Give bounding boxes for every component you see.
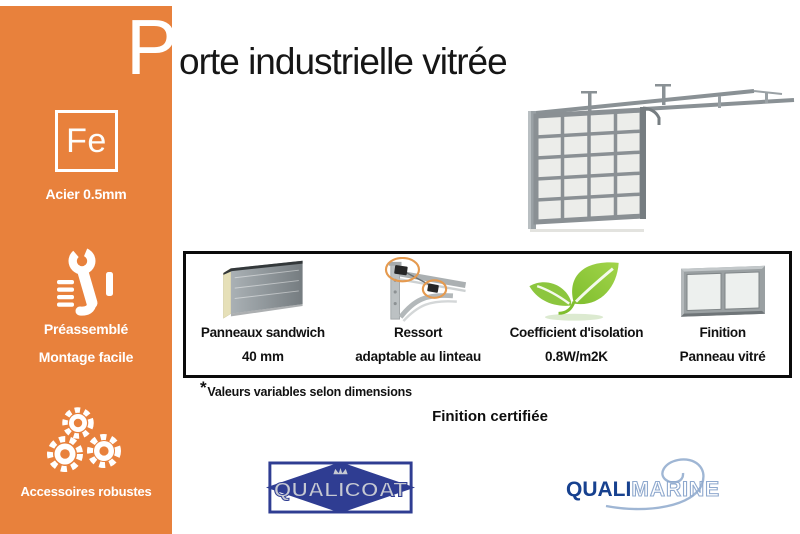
feature-value: adaptable au linteau [355,349,482,364]
feature-panneaux-sandwich [186,254,340,375]
feature-finition [656,254,789,375]
feature-title: Coefficient d'isolation [509,325,644,340]
footnote [200,378,412,401]
sandwich-panel-icon [208,254,318,323]
accessories-label: Accessoires robustes [20,484,152,499]
title-rest: orte industrielle vitrée [179,41,507,82]
fe-square-icon [55,110,118,172]
footnote-text: Valeurs variables selon dimensions [207,385,412,399]
qualimarine-text-solid: QUALI [566,478,632,501]
qualimarine-logo [556,454,728,514]
spring-icon [366,254,470,323]
fe-symbol: Fe [66,121,107,160]
feature-title: Panneaux sandwich [200,325,325,340]
feature-value: Panneau vitré [679,349,766,364]
insulation-leaf-icon [524,254,628,323]
certification-heading: Finition certifiée [432,408,548,425]
feature-ressort [340,254,497,375]
footnote-asterisk: * [200,378,207,397]
sectional-door-illustration [502,84,797,236]
feature-value: 40 mm [241,349,284,364]
feature-value: 0.8W/m2K [544,349,608,364]
steel-label: Acier 0.5mm [45,186,127,202]
features-box [183,251,792,378]
qualicoat-logo [264,461,417,514]
glazed-panel-icon [673,254,773,323]
tools-icon [50,244,124,318]
feature-isolation [497,254,657,375]
feature-title: Ressort [394,325,443,340]
page-title [126,3,507,91]
feature-title: Finition [699,325,746,340]
assembly-label-1: Préassemblé [43,321,129,337]
title-initial: P [126,3,179,91]
svg-text:QUALIMARINE [566,478,720,501]
qualimarine-text-outline: MARINE [631,478,721,501]
assembly-label-2: Montage facile [38,349,134,365]
qualicoat-text: QUALICOAT [273,478,408,502]
gears-icon [42,404,132,480]
